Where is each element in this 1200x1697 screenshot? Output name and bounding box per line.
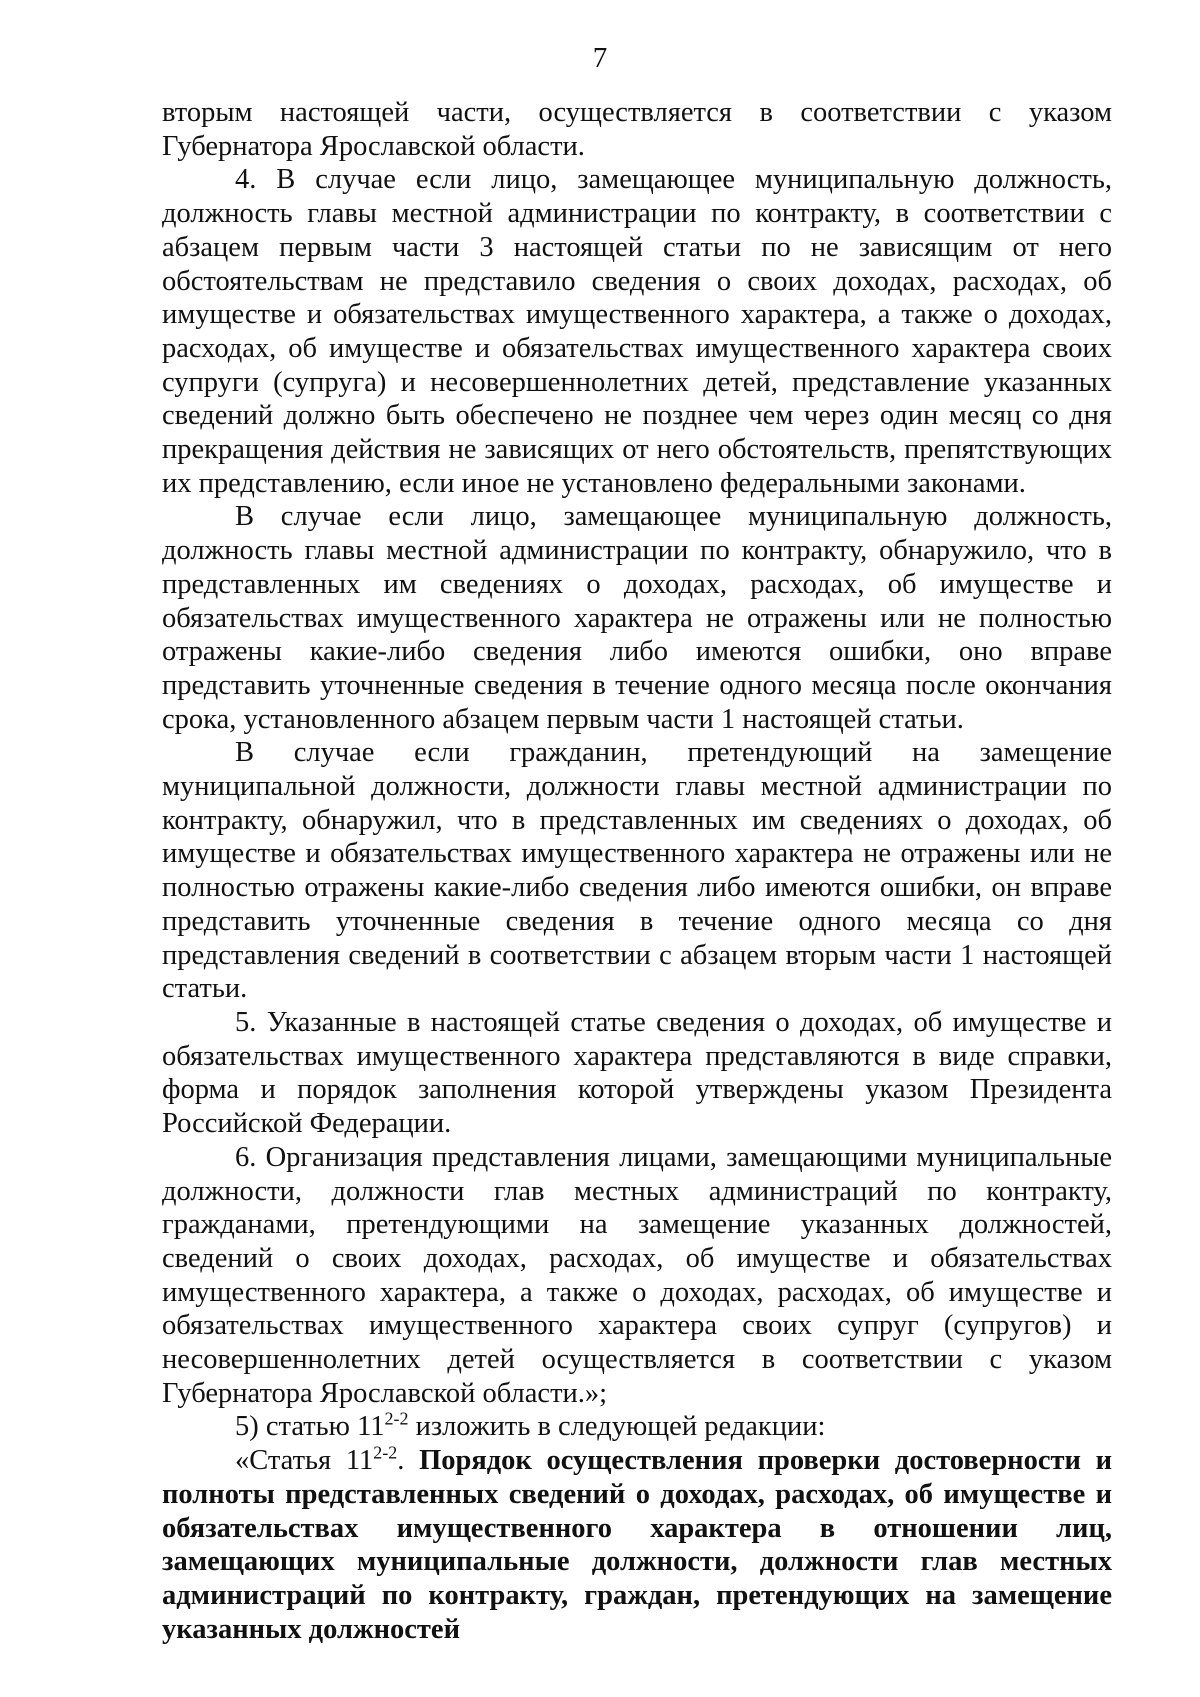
amendment-line xyxy=(162,1410,1112,1444)
amendment-prefix: 5) статью 11 xyxy=(235,1411,385,1443)
paragraph-item-4: 4. В случае если лицо, замещающее муниципальную должность, должность главы местной администрации по контракту, в соответствии с абзацем первым части 3 настоящей статьи по не зависящим от него обстоятельствам не представило сведения о своих доходах, расходах, об имуществе и обязательствах имущественного характера, а также о доходах, расходах, об имуществе и обязательствах имущественного характера своих супруги (супруга) и несовершеннолетних детей, представление указанных сведений должно быть обеспечено не позднее чем через один месяц со дня прекращения действия не зависящих от него обстоятельств, препятствующих их представлению, если иное не установлено федеральными законами. xyxy=(162,164,1112,499)
paragraph-item-6: 6. Организация представления лицами, замещающими муниципальные должности, должности глав местных администраций по контракту, гражданами, претендующими на замещение указанных должностей, сведений о своих доходах, расходах, об имуществе и обязательствах имущественного характера, а также о доходах, расходах, об имуществе и обязательствах имущественного характера своих супруг (супругов) и несовершеннолетних детей осуществляется в соответствии с указом Губернатора Ярославской области.»; xyxy=(162,1141,1112,1409)
amendment-superscript: 2-2 xyxy=(384,1408,409,1429)
article-prefix: «Статья 11 xyxy=(235,1445,374,1477)
paragraph-item-5: 5. Указанные в настоящей статье сведения о доходах, об имуществе и обязательствах имущественного характера представляются в виде справки, форма и порядок заполнения которой утверждены указом Президента Российской Федерации. xyxy=(162,1006,1112,1140)
page-number: 7 xyxy=(592,42,608,74)
article-superscript: 2-2 xyxy=(373,1442,398,1463)
article-heading xyxy=(162,1444,1112,1646)
document-body xyxy=(162,96,1112,1646)
paragraph-official-correction: В случае если лицо, замещающее муниципальную должность, должность главы местной администрации по контракту, обнаружило, что в представленных им сведениях о доходах, расходах, об имуществе и обязательствах имущественного характера не отражены или не полностью отражены какие-либо сведения либо имеются ошибки, оно вправе представить уточненные сведения в течение одного месяца после окончания срока, установленного абзацем первым части 1 настоящей статьи. xyxy=(162,501,1112,735)
paragraph-continuation: вторым настоящей части, осуществляется в соответствии с указом Губернатора Ярославской области. xyxy=(162,97,1112,162)
article-title: Порядок осуществления проверки достоверности и полноты представленных сведений о доходах, расходах, об имуществе и обязательствах имущественного характера в отношении лиц, замещающих муниципальные должности, должности глав местных администраций по контракту, граждан, претендующих на замещение указанных должностей xyxy=(162,1445,1112,1645)
article-dot: . xyxy=(397,1445,420,1477)
amendment-suffix: изложить в следующей редакции: xyxy=(408,1411,826,1443)
paragraph-citizen-correction: В случае если гражданин, претендующий на замещение муниципальной должности, должности главы местной администрации по контракту, обнаружил, что в представленных им сведениях о доходах, об имуществе и обязательствах имущественного характера не отражены или не полностью отражены какие-либо сведения либо имеются ошибки, он вправе представить уточненные сведения в течение одного месяца со дня представления сведений в соответствии с абзацем вторым части 1 настоящей статьи. xyxy=(162,737,1112,1005)
